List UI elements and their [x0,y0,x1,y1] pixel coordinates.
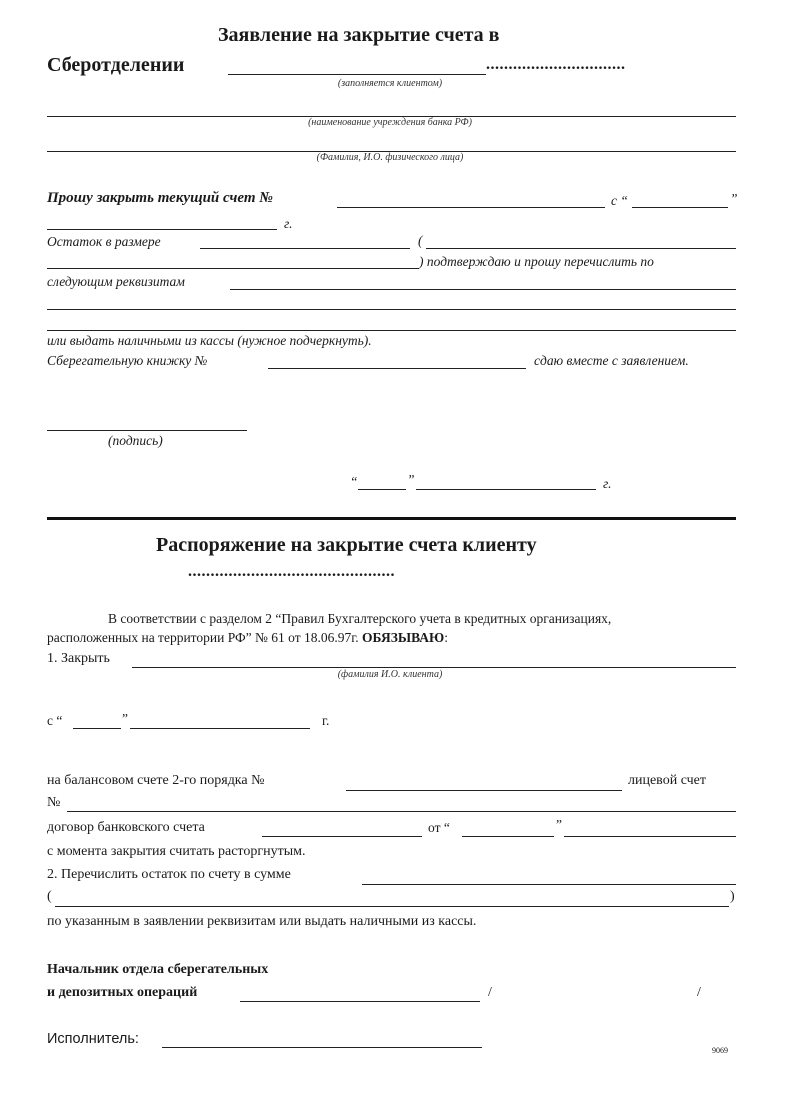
date-open-quote: “ [350,474,358,489]
order-from-quote-close: ” [122,711,128,726]
contract-from-label: от “ [428,820,450,835]
balance-words-field-1[interactable] [426,248,736,249]
order-from-label: с “ [47,713,63,728]
from-quote-close: ” [730,191,738,206]
order-from-day-field[interactable] [73,728,121,729]
head-slash-1: / [488,985,492,1000]
preamble-line-2-text: расположенных на территории РФ” № 61 от 18.06.97г. [47,630,359,645]
from-day-field[interactable] [632,207,728,208]
confirm-text: ) подтверждаю и прошу перечислить по [419,254,654,269]
obligate-word: ОБЯЗЫВАЮ [362,630,445,645]
contract-number-field[interactable] [262,836,422,837]
caption-client-name: (фамилия И.О. клиента) [337,669,443,680]
branch-field[interactable] [228,74,486,75]
transfer-text: по указанным в заявлении реквизитам или выдать наличными из кассы. [47,914,477,929]
branch-dots: ............................... [486,56,626,73]
date-day-field[interactable] [358,489,406,490]
obligate-colon: : [444,630,449,645]
requisites-field-3[interactable] [47,330,736,331]
executor-field[interactable] [162,1047,482,1048]
balance-paren-open: ( [418,233,423,248]
order-year-label: г. [322,713,330,728]
requisites-field-1[interactable] [230,289,736,290]
cash-option-text: или выдать наличными из кассы (нужное подчеркнуть). [47,333,372,348]
preamble-line-1: В соответствии с разделом 2 “Правил Бухгалтерского учета в кредитных организациях, [108,611,612,626]
head-title-line-1: Начальник отдела сберегательных [47,962,269,977]
amount-words-field[interactable] [55,906,729,907]
head-title-line-2: и депозитных операций [47,985,198,1000]
contract-month-field[interactable] [564,836,736,837]
executor-label: Исполнитель: [47,1031,139,1047]
balance-label: Остаток в размере [47,234,161,249]
head-slash-2: / [697,985,701,1000]
contract-close-quote: ” [556,817,562,832]
requisites-label: следующим реквизитам [47,274,185,289]
balance-account-label: на балансовом счете 2-го порядка № [47,773,265,788]
caption-person-name: (Фамилия, И.О. физического лица) [316,152,464,163]
date-close-quote: ” [407,472,415,487]
from-date-field[interactable] [47,229,277,230]
order-dots: .............................................. [188,563,395,580]
year-label: г. [284,216,293,231]
section-divider [47,517,736,520]
preamble-line-2 [47,630,448,646]
transfer-amount-field[interactable] [362,884,736,885]
date-year-label: г. [603,476,612,491]
item2-label: 2. Перечислить остаток по счету в сумме [47,867,291,882]
request-label: Прошу закрыть текущий счет № [47,190,273,206]
caption-bank-name: (наименование учреждения банка РФ) [308,117,472,128]
passbook-number-field[interactable] [268,368,526,369]
date-month-field[interactable] [416,489,596,490]
contract-label: договор банковского счета [47,820,205,835]
contract-day-field[interactable] [462,836,554,837]
head-signature-field[interactable] [240,1001,480,1002]
application-title: Заявление на закрытие счета в [218,24,500,46]
amount-paren-open: ( [47,889,52,904]
personal-account-field[interactable] [67,811,736,812]
personal-account-label: лицевой счет [628,773,706,788]
balance-amount-field[interactable] [200,248,410,249]
number-sign: № [47,795,61,810]
passbook-label: Сберегательную книжку № [47,353,208,368]
item1-label: 1. Закрыть [47,651,110,666]
signature-caption: (подпись) [108,433,163,448]
form-number: 9069 [712,1046,728,1055]
balance-words-field-2[interactable] [47,268,419,269]
signature-field[interactable] [47,430,247,431]
contract-terminated: с момента закрытия считать расторгнутым. [47,844,306,859]
requisites-field-2[interactable] [47,309,736,310]
order-title: Распоряжение на закрытие счета клиенту [156,534,537,556]
balance-account-field[interactable] [346,790,622,791]
caption-client-fills: (заполняется клиентом) [337,78,443,89]
branch-label: Сберотделении [47,54,185,76]
amount-paren-close: ) [730,889,735,904]
account-number-field[interactable] [337,207,605,208]
passbook-tail: сдаю вместе с заявлением. [534,353,689,368]
client-name-field[interactable] [132,667,736,668]
order-from-month-field[interactable] [130,728,310,729]
from-label: с “ [611,193,628,208]
